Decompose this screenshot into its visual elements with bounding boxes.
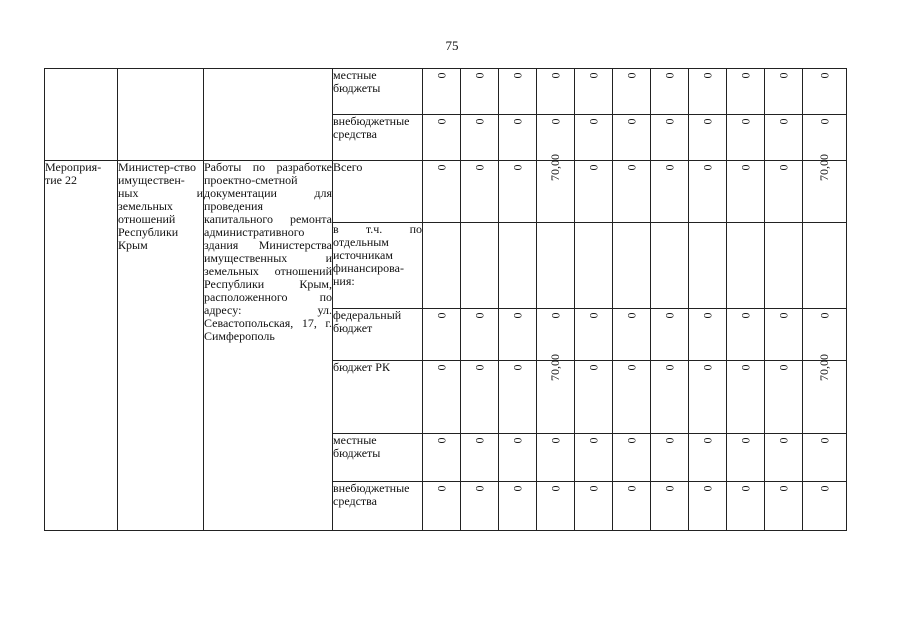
value-cell: 0 (548, 118, 562, 125)
value-cell: 0 (776, 312, 790, 319)
funding-source: федеральный бюджет (333, 309, 423, 361)
value-cell: 0 (586, 72, 600, 79)
value-cell: 0 (586, 364, 600, 371)
value-cell: 0 (776, 72, 790, 79)
value-cell: 0 (662, 437, 676, 444)
value-cell: 0 (586, 437, 600, 444)
value-cell: 0 (510, 72, 524, 79)
value-cell: 0 (817, 118, 831, 125)
value-cell: 0 (662, 118, 676, 125)
value-cell: 0 (434, 437, 448, 444)
value-cell: 0 (624, 164, 638, 171)
value-cell: 0 (817, 312, 831, 319)
value-cell: 0 (738, 72, 752, 79)
value-cell: 0 (510, 118, 524, 125)
value-cell: 0 (434, 485, 448, 492)
value-cell: 0 (738, 437, 752, 444)
value-cell: 0 (776, 437, 790, 444)
budget-table (44, 68, 847, 531)
value-cell: 70,00 (817, 354, 831, 381)
value-cell: 0 (510, 437, 524, 444)
value-cell: 0 (700, 485, 714, 492)
value-cell: 0 (624, 485, 638, 492)
value-cell: 0 (817, 72, 831, 79)
value-cell: 0 (738, 118, 752, 125)
event-executor-text: Министер-ство имуществен-ных и земельных отношений Республики Крым (118, 160, 203, 252)
value-cell: 0 (434, 364, 448, 371)
value-cell: 0 (472, 437, 486, 444)
table-row (45, 161, 847, 223)
value-cell: 0 (738, 312, 752, 319)
value-cell: 0 (776, 118, 790, 125)
value-cell: 0 (662, 164, 676, 171)
value-cell: 0 (700, 312, 714, 319)
value-cell: 0 (548, 312, 562, 319)
value-cell: 0 (776, 164, 790, 171)
value-cell: 0 (662, 72, 676, 79)
value-cell: 0 (700, 364, 714, 371)
value-cell: 0 (586, 118, 600, 125)
value-cell: 0 (586, 312, 600, 319)
funding-source: в т.ч. по отдельным источникам финансирова-ния: (333, 223, 423, 309)
value-cell: 0 (624, 118, 638, 125)
value-cell: 0 (817, 485, 831, 492)
event-cell-empty (45, 69, 118, 161)
value-cell: 0 (738, 364, 752, 371)
event-description: Работы по разработке проектно-сметной документации для проведения капитального ремонта административного здания Министерства имущественных и земельных отношений Республики Крым, расположенного по адресу: ул. Севастопольская, 17, г. Симферополь (204, 161, 333, 531)
value-cell: 0 (510, 485, 524, 492)
value-cell: 70,00 (548, 354, 562, 381)
value-cell: 0 (776, 364, 790, 371)
value-cell: 0 (662, 485, 676, 492)
value-cell: 0 (510, 364, 524, 371)
event-name: Мероприя-тие 22 (45, 161, 118, 531)
value-cell: 0 (624, 312, 638, 319)
value-cell: 0 (586, 164, 600, 171)
funding-source: Всего (333, 161, 423, 223)
page-number: 75 (445, 38, 459, 53)
value-cell: 0 (472, 164, 486, 171)
value-cell: 0 (662, 312, 676, 319)
value-cell: 0 (434, 72, 448, 79)
value-cell: 0 (472, 364, 486, 371)
executor-cell-empty (118, 69, 204, 161)
value-cell: 0 (548, 72, 562, 79)
value-cell: 0 (510, 312, 524, 319)
value-cell: 0 (624, 364, 638, 371)
value-cell: 0 (700, 164, 714, 171)
value-cell: 0 (700, 437, 714, 444)
description-cell-empty (204, 69, 333, 161)
value-cell: 0 (738, 485, 752, 492)
value-cell: 0 (434, 312, 448, 319)
value-cell: 0 (700, 118, 714, 125)
value-cell: 0 (738, 164, 752, 171)
value-cell: 0 (624, 437, 638, 444)
value-cell: 0 (662, 364, 676, 371)
value-cell: 70,00 (548, 154, 562, 181)
value-cell: 70,00 (817, 154, 831, 181)
value-cell: 0 (434, 164, 448, 171)
value-cell: 0 (548, 437, 562, 444)
value-cell: 0 (472, 72, 486, 79)
value-cell: 0 (510, 164, 524, 171)
value-cell: 0 (817, 437, 831, 444)
funding-source: внебюджетные средства (333, 115, 423, 161)
table-row (45, 69, 847, 115)
value-cell: 0 (472, 312, 486, 319)
funding-source: бюджет РК (333, 361, 423, 434)
value-cell: 0 (472, 118, 486, 125)
funding-source: местные бюджеты (333, 434, 423, 482)
value-cell: 0 (624, 72, 638, 79)
value-cell: 0 (700, 72, 714, 79)
event-executor (118, 161, 204, 531)
value-cell: 0 (472, 485, 486, 492)
value-cell: 0 (776, 485, 790, 492)
value-cell: 0 (586, 485, 600, 492)
value-cell: 0 (434, 118, 448, 125)
funding-source: местные бюджеты (333, 69, 423, 115)
value-cell: 0 (548, 485, 562, 492)
funding-source: внебюджетные средства (333, 482, 423, 531)
